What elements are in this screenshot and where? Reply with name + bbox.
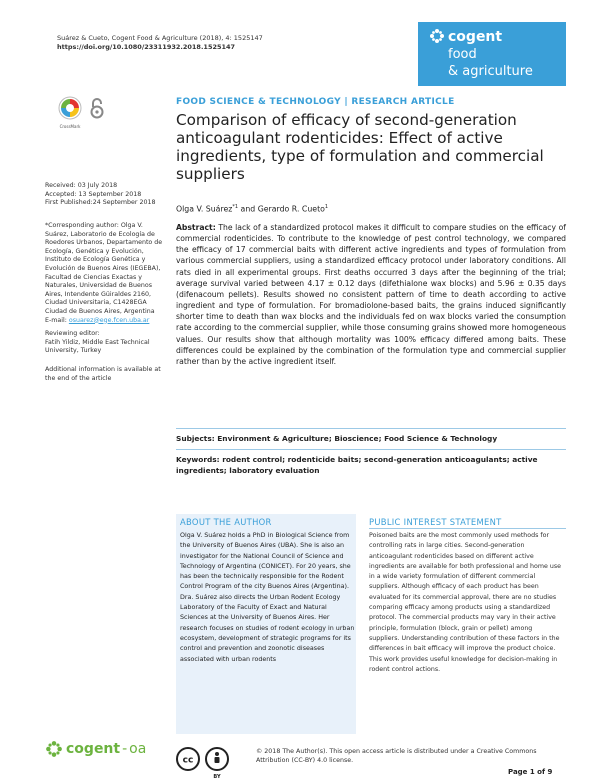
subjects: Subjects: Environment & Agriculture; Bioscience; Food Science & Technology [176,434,498,443]
brand-line-food: food [448,47,477,62]
additional-info [45,366,163,383]
reviewing-editor-label: Reviewing editor: [45,330,100,337]
license-text: © 2018 The Author(s). This open access article is distributed under a Creative Commons Attribution (CC-BY) 4.0 license. [256,748,537,764]
corresponding-author: *Corresponding author: Olga V. Suárez, Laboratorio de Ecología de Roedores Urbanos, Departamento de Ecología, Genética y Evolución, Instituto de Ecología Genética y Evolución de Buenos Aires (IEGEBA), Facultad de Ciencias Exactas y Naturales, Universidad de Buenos Aires, Intendente Güiraldes 2160, Ciudad Universitaria, C1428EGA Ciudad de Buenos Aires, Argentina [45,222,163,315]
author-affiliation-mark: *1 [232,204,239,210]
author-affiliation-mark: 1 [324,204,329,210]
doi-link[interactable]: https://doi.org/10.1080/23311932.2018.1525147 [57,43,236,51]
open-access-icon [90,97,104,123]
crossmark-label: CrossMark [59,124,81,129]
accepted-date: Accepted: 13 September 2018 [45,190,142,198]
published-date: First Published:24 September 2018 [45,199,156,207]
creative-commons-icon[interactable] [176,747,200,771]
cogent-oa-suffix: oa [129,741,147,757]
dates-block [45,182,163,208]
section-label: FOOD SCIENCE & TECHNOLOGY | RESEARCH ARTICLE [176,97,455,107]
additional-info-text: Additional information is available at the end of the article [45,366,161,382]
abstract-label: Abstract: [176,223,216,232]
journal-logo[interactable] [418,22,566,86]
about-author-text: Olga V. Suárez holds a PhD in Biological Science from the University of Buenos Aires (UBA). She is also an investigator for the National Council of Science and Technology of Argentina (CONICET). For 20 years, she has been the technically responsible for the Rodent Control Program of the city Buenos Aires (Argentina). Dra. Suárez also directs the Urban Rodent Ecology Laboratory of the Faculty of Exact and Natural Sciences at the University of Buenos Aires. Her research focuses on studies of rodent ecology in urban ecosystem, development of strategic programs for its control and prevention and zoonotic diseases associated with urban rodents [180,532,355,663]
author-name[interactable]: Gerardo R. Cueto [257,204,325,214]
about-author-heading: ABOUT THE AUTHOR [180,517,272,527]
page-number: Page 1 of 9 [508,768,553,776]
public-interest-text: Poisoned baits are the most commonly used methods for controlling rats in large cities. Second-generation anticoagulant rodenticides based on different active ingredients are available for both professional and home use in a wide variety formulation of different commercial suppliers. Although efficacy of each product has been evaluated for its commercial approval, there are no studies comparing efficacy among products using a standardized protocol. The commercial products may vary in their active principle, formulation (block, grain or pellet) among suppliers. Understanding contribution of these factors in the differences in bait efficacy will improve the product choice. This work provides useful knowledge for decision-making in rodent control actions. [369,532,562,673]
email-link[interactable]: osuarez@ege.fcen.uba.ar [68,316,150,324]
cogent-flower-icon [429,28,445,44]
corresponding-author-block [45,222,163,325]
cogent-flower-icon [45,740,63,758]
abstract [176,222,566,367]
divider [176,449,566,450]
by-label: BY [213,774,221,780]
attribution-icon[interactable] [205,747,229,780]
article-title: Comparison of efficacy of second-generation anticoagulant rodenticides: Effect of active ingredients, type of formulation and commercial suppliers [176,111,544,183]
email-label: E-mail: [45,316,69,324]
author-join: and [238,204,258,214]
citation-line: Suárez & Cueto, Cogent Food & Agriculture (2018), 4: 1525147 [57,34,263,42]
reviewing-editor-block [45,330,163,356]
authors [176,204,328,214]
brand-name: cogent [448,29,503,45]
dash-icon: - [122,741,128,757]
keywords: Keywords: rodent control; rodenticide baits; second-generation anticoagulants; active ingredients; laboratory evaluation [176,455,538,475]
received-date: Received: 03 July 2018 [45,182,118,189]
citation [57,34,387,52]
brand-line-agriculture: & agriculture [448,64,533,79]
reviewing-editor-name: Fatih Yildiz, Middle East Technical University, Turkey [45,338,150,355]
author-name[interactable]: Olga V. Suárez [176,204,233,214]
crossmark-badge[interactable] [58,96,82,129]
abstract-text: The lack of a standardized protocol makes it difficult to compare studies on the efficacy of commercial rodenticides. To contribute to the knowledge of pest control technology, we compared the efficacy of 17 commercial baits with different active ingredients and types of formulation from various commercial suppliers, using a standardized efficacy protocol under laboratory conditions. All rats died in all experimental groups. First deaths occurred 3 days after the beginning of the trial; average survival varied between 4.17 ± 0.12 days (difethialone wax blocks) and 5.96 ± 0.35 days (difenacoum pellets). Results showed no consistent pattern of time to death according to active ingredient and type of formulation. For bromadiolone-based baits, the grains induced significantly shorter time to death than wax blocks and the individuals fed on wax blocks varied the consumption rate according to the commercial supplier, while those consuming grains showed more homogeneous values. Our results show that although mortality was 100% efficacy differed among baits. These differences could be explained by the combination of the formulation type and commercial supplier rather than by the active ingredient itself. [176,223,566,366]
cc-label: cc [182,755,194,766]
cogent-oa-logo[interactable] [45,740,146,758]
crossmark-icon [58,96,82,120]
divider [176,428,566,429]
public-interest-heading: PUBLIC INTEREST STATEMENT [369,517,502,527]
divider [369,528,566,529]
cogent-oa-name: cogent [66,741,121,757]
